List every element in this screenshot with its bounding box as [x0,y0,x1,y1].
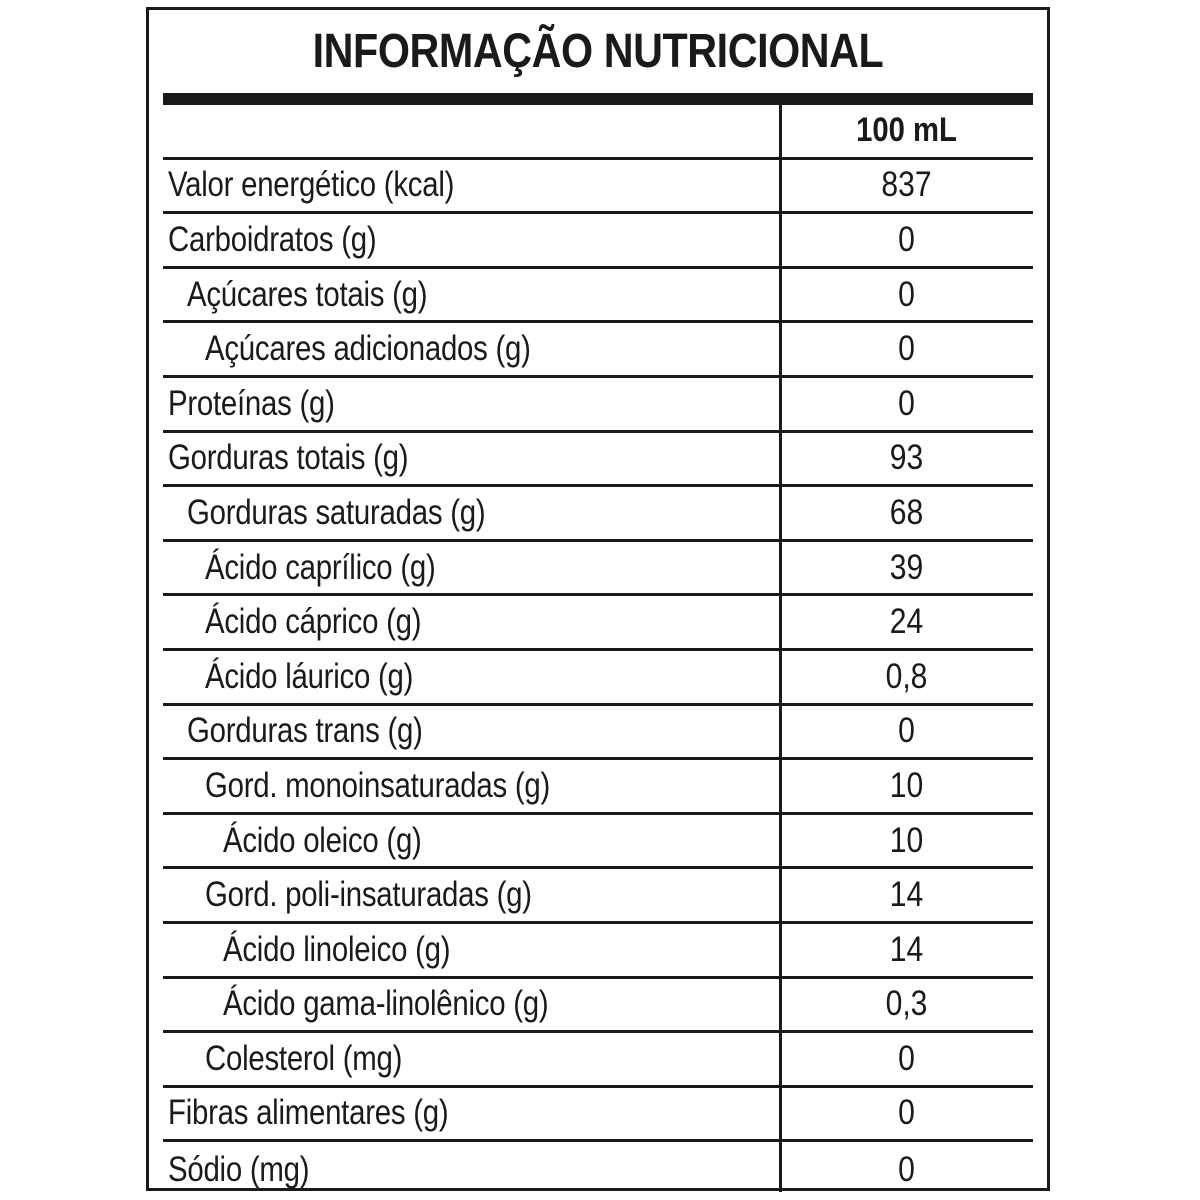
row-label: Colesterol (mg) [205,1038,403,1078]
row-value: 24 [889,602,924,642]
title-divider [163,93,1033,105]
row-value: 39 [889,547,924,587]
row-value: 0 [898,711,915,751]
row-value: 837 [881,165,932,205]
table-row [163,542,1033,597]
table-header-row [163,105,1033,160]
row-label: Proteínas (g) [168,383,335,423]
table-row [163,269,1033,324]
row-label: Valor energético (kcal) [168,165,455,205]
table-row [163,924,1033,979]
table-row [163,214,1033,269]
row-value: 0 [898,219,915,259]
row-label: Açúcares adicionados (g) [205,329,531,369]
table-row [163,760,1033,815]
row-label: Açúcares totais (g) [187,274,428,314]
row-value: 10 [889,765,924,805]
table-row [163,160,1033,215]
row-label: Fibras alimentares (g) [168,1093,449,1133]
table-row [163,378,1033,433]
row-label: Carboidratos (g) [168,219,377,259]
table-row [163,433,1033,488]
row-label: Ácido oleico (g) [223,820,422,860]
table-row [163,596,1033,651]
nutrition-facts-panel [146,7,1050,1191]
table-row [163,323,1033,378]
row-label: Ácido cáprico (g) [205,602,422,642]
table-row [163,1088,1033,1143]
row-value: 93 [889,438,924,478]
table-row [163,487,1033,542]
row-value: 0 [898,329,915,369]
nutrition-title: INFORMAÇÃO NUTRICIONAL [312,25,884,78]
row-value: 14 [889,875,924,915]
row-value: 0 [898,1038,915,1078]
row-label: Gord. poli-insaturadas (g) [205,875,532,915]
row-value: 68 [889,492,924,532]
table-row [163,979,1033,1034]
table-row [163,1142,1033,1197]
row-label: Gorduras totais (g) [168,438,409,478]
table-row [163,869,1033,924]
table-row [163,706,1033,761]
row-label: Ácido gama-linolênico (g) [223,984,549,1024]
row-label: Ácido láurico (g) [205,656,414,696]
row-label: Ácido linoleico (g) [223,929,451,969]
row-value: 0 [898,383,915,423]
row-value: 0 [898,274,915,314]
row-value: 14 [889,929,924,969]
row-label: Gorduras trans (g) [187,711,423,751]
row-value: 0,3 [885,984,928,1024]
table-row [163,1033,1033,1088]
row-value: 0,8 [885,656,928,696]
row-label: Gorduras saturadas (g) [187,492,486,532]
nutrition-table [163,105,1033,1197]
row-value: 10 [889,820,924,860]
row-value: 0 [898,1093,915,1133]
table-row [163,651,1033,706]
column-header-per-100ml: 100 mL [856,111,957,150]
table-row [163,815,1033,870]
row-label: Gord. monoinsaturadas (g) [205,765,551,805]
row-label: Sódio (mg) [168,1149,310,1189]
row-value: 0 [898,1149,915,1189]
row-label: Ácido caprílico (g) [205,547,436,587]
